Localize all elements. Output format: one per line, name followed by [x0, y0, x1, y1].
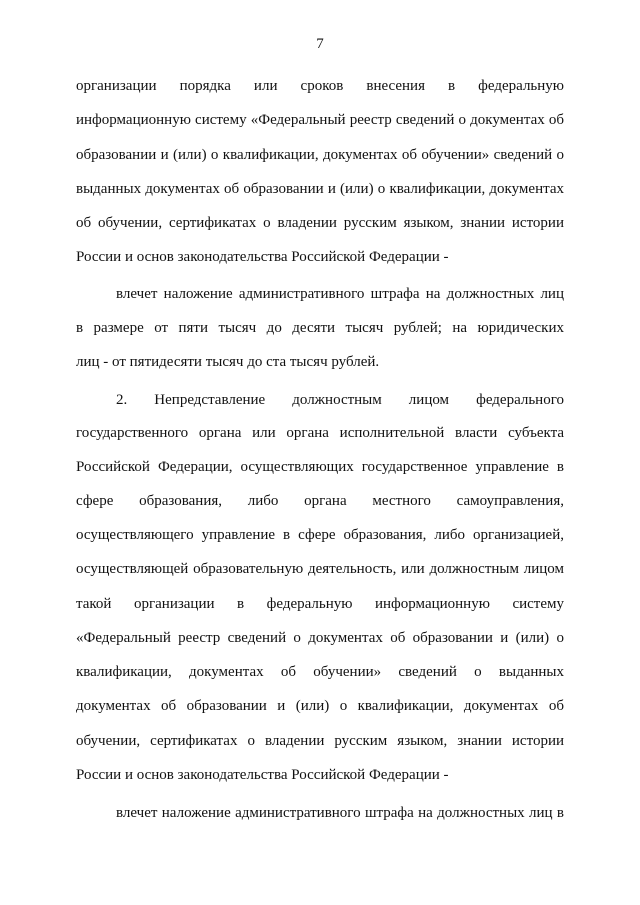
text-line: влечет наложение административного штрафа на должностных лиц — [116, 286, 564, 302]
text-line: Российской Федерации, осуществляющих государственное управление в — [76, 459, 564, 475]
text-line: обучении, сертификатах о владении русским языком, знании истории — [76, 733, 564, 749]
text-line: образовании и (или) о квалификации, документах об обучении» сведений о — [76, 147, 564, 163]
text-line: лиц - от пятидесяти тысяч до ста тысяч рублей. — [76, 354, 380, 370]
text-line: государственного органа или органа исполнительной власти субъекта — [76, 425, 564, 441]
text-line: квалификации, документах об обучении» сведений о выданных — [76, 664, 564, 680]
text-line: России и основ законодательства Российской Федерации - — [76, 249, 449, 265]
text-line: сфере образования, либо органа местного самоуправления, — [76, 493, 564, 509]
text-line: осуществляющего управление в сфере образования, либо организацией, — [76, 527, 564, 543]
text-line: документах об образовании и (или) о квалификации, документах об — [76, 698, 564, 714]
page-number: 7 — [316, 36, 324, 52]
text-line: влечет наложение административного штрафа на должностных лиц в — [116, 805, 564, 821]
text-line: об обучении, сертификатах о владении русским языком, знании истории — [76, 215, 564, 231]
text-line: выданных документах об образовании и (или) о квалификации, документах — [76, 181, 564, 197]
text-line: в размере от пяти тысяч до десяти тысяч рублей; на юридических — [76, 320, 564, 336]
text-line: России и основ законодательства Российской Федерации - — [76, 767, 449, 783]
text-line: 2. Непредставление должностным лицом федерального — [116, 392, 564, 408]
text-line: осуществляющей образовательную деятельность, или должностным лицом — [76, 561, 564, 577]
text-line: информационную систему «Федеральный реестр сведений о документах об — [76, 112, 564, 128]
text-line: такой организации в федеральную информационную систему — [76, 596, 564, 612]
text-line: организации порядка или сроков внесения в федеральную — [76, 78, 564, 94]
text-line: «Федеральный реестр сведений о документах об образовании и (или) о — [76, 630, 564, 646]
